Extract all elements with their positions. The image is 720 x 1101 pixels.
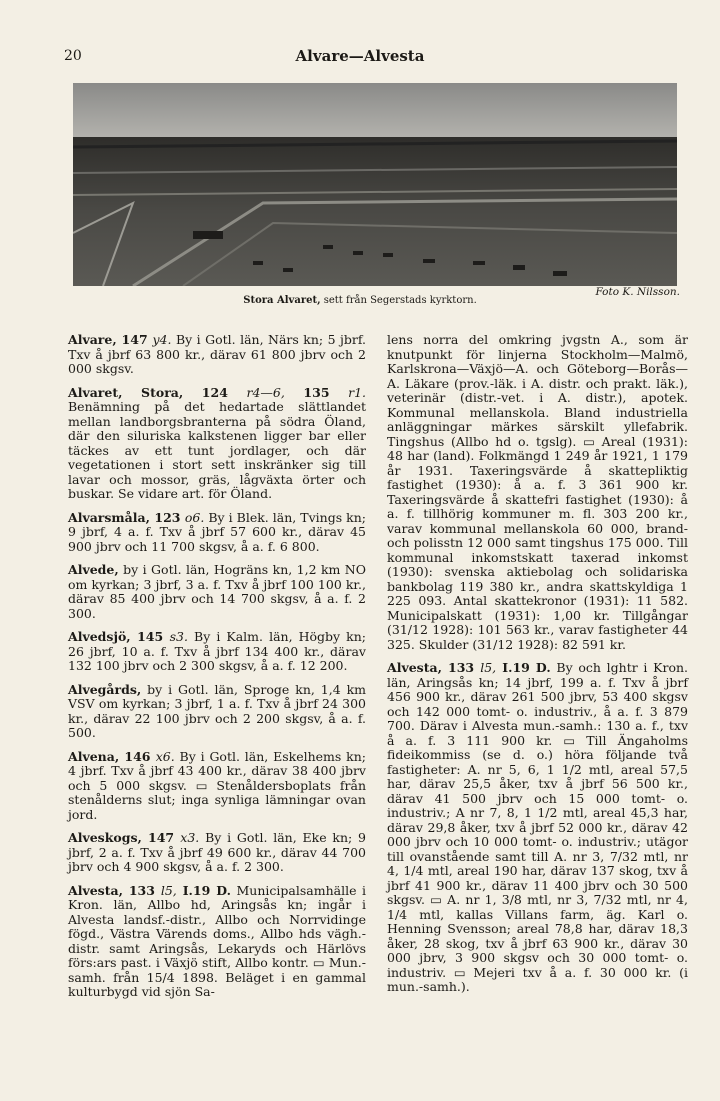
dictionary-entry bbox=[68, 750, 366, 823]
dictionary-entry bbox=[68, 630, 366, 674]
page-number: 20 bbox=[64, 48, 82, 64]
dictionary-entry bbox=[68, 511, 366, 555]
caption-title: Stora Alvaret, bbox=[243, 295, 321, 306]
left-column bbox=[68, 333, 366, 1009]
entry-hw: Alvarsmåla, bbox=[68, 509, 150, 525]
dictionary-entry bbox=[387, 661, 688, 995]
entry-text: lens norra del omkring jvgstn A., som är knutpunkt för linjerna Stockholm—Malmö, Karlskrona—Växjö—A. och Göteborg—Borås—A. Läkare (prov.-läk. i A. distr. och prakt. läk.), veterinär (distr.-vet. i A. distr.), apotek. Kommunal mellanskola. Bland industriella anläggningar märkes särskilt yllefabrik. Tingshus (Allbo hd o. tgslg). ▭ Areal (1931): 48 har (land). Folkmängd 1 249 år 1921, 1 179 år 1931. Taxeringsvärde å skattepliktig fastighet (1930): å a. f. 3 361 900 kr. Taxeringsvärde å skattefri fastighet (1930): å a. f. tillhörig kommuner m. fl. 303 200 kr., varav kommunal mellanskola 60 000, brand- och polisstn 12 000 samt tingshus 175 000. Till kommunal inkomstskatt taxerad inkomst (1930): svenska aktiebolag och solidariska bankbolag 119 380 kr., andra skattskyldiga 1 225 093. Antal skattekronor (1931): 11 582. Municipalskatt (1931): 1,00 kr. Tillgångar (31/12 1928): 101 563 kr., varav fastigheter 44 325. Skulder (31/12 1928): 82 591 kr. bbox=[387, 332, 688, 652]
entry-key: 147 bbox=[141, 830, 181, 845]
entry-text: By i Blek. län, Tvings kn; 9 jbrf, 4 a. f. Txv å jbrf 57 600 kr., därav 45 900 jbrv och 11 700 skgsv, å a. f. 6 800. bbox=[68, 509, 367, 554]
entry-key: 124 bbox=[183, 384, 247, 400]
entry-text: By i Kalm. län, Högby kn; 26 jbrf, 10 a. f. Txv å jbrf 134 400 kr., därav 132 100 jbrv och 2 300 skgsv, å a. f. 12 200. bbox=[68, 629, 366, 673]
entry-key: 123 bbox=[149, 509, 185, 525]
entry-hw: Alvesta, bbox=[387, 660, 442, 675]
dictionary-entry bbox=[68, 386, 366, 502]
entry-key: 145 bbox=[130, 629, 170, 644]
running-head: Alvare—Alvesta bbox=[295, 47, 425, 65]
entry-text: By och lghtr i Kron. län, Aringsås kn; 14 jbrf, 199 a. f. Txv å jbrf 456 900 kr., därav 261 500 jbrv, 53 400 skgsv och 142 000 tomt- o. industriv., å a. f. 3 879 700. Därav i Alvesta mun.-samh.: 130 a. f., txv å a. f. 3 111 900 kr. ▭ Till Ängaholms fideikommiss (se d. o.) höra följande två fastigheter: A. nr 5, 6, 1 1/2 mtl, areal 57,5 har, därav 25,5 åker, txv å jbrf 56 500 kr., därav 41 500 jbrv och 15 000 tomt- o. industriv.; A nr 7, 8, 1 1/2 mtl, areal 45,3 har, därav 29,8 åker, txv å jbrf 52 000 kr., därav 42 000 jbrv och 10 000 tomt- o. industriv.; utägor till ovanstående samt till A. nr 3, 7/32 mtl, nr 4, 1/4 mtl, areal 190 har, därav 137 skog, txv å jbrf 41 900 kr., därav 11 400 jbrv och 30 500 skgsv. ▭ A. nr 1, 3/8 mtl, nr 3, 7/32 mtl, nr 4, 1/4 mtl, kallas Villans farm, äg. Karl o. Henning Svensson; areal 78,8 har, därav 18,3 åker, 28 skog, txv å jbrf 63 900 kr., därav 30 000 jbrv, 3 900 skgsv och 30 000 tomt- o. industriv. ▭ Mejeri txv å a. f. 30 000 kr. (i mun.-samh.). bbox=[387, 660, 688, 994]
entry-text: by i Gotl. län, Sproge kn, 1,4 km VSV om kyrkan; 3 jbrf, 1 a. f. Txv å jbrf 24 300 kr., därav 22 100 jbrv och 2 200 skgsv, å a. f. 500. bbox=[68, 681, 366, 740]
caption-text: sett från Segerstads kyrktorn. bbox=[320, 295, 477, 306]
entry-hw: Alvaret, Stora, bbox=[68, 384, 184, 400]
right-column bbox=[387, 333, 688, 1004]
entry-ref: l5, bbox=[480, 660, 497, 675]
landscape-photo bbox=[73, 83, 677, 286]
entry-ref: r4—6, bbox=[246, 384, 285, 400]
entry-text: By i Gotl. län, Eke kn; 9 jbrf, 2 a. f. Txv å jbrf 49 600 kr., därav 44 700 jbrv och 4 900 skgsv, å a. f. 2 300. bbox=[68, 830, 366, 874]
entry-hw: Alvede, bbox=[68, 562, 119, 577]
entry-key: 147 bbox=[116, 332, 153, 347]
entry-ref: x6. bbox=[155, 748, 175, 764]
entry-key2: I.19 D. bbox=[176, 882, 231, 898]
entry-hw: Alvare, bbox=[68, 332, 117, 347]
dictionary-entry bbox=[387, 333, 688, 652]
entry-ref: s3. bbox=[169, 629, 188, 644]
entry-text: By i Gotl. län, Närs kn; 5 jbrf. Txv å jbrf 63 800 kr., därav 61 800 jbrv och 2 000 skgsv. bbox=[68, 332, 366, 376]
dictionary-entry bbox=[68, 683, 366, 741]
entry-key2: I.19 D. bbox=[496, 660, 551, 675]
entry-ref2: r1. bbox=[348, 384, 366, 400]
photo-credit: Foto K. Nilsson. bbox=[595, 286, 680, 298]
entry-text: Municipalsamhälle i Kron. län, Allbo hd, Aringsås kn; ingår i Alvesta landsf.-distr., Allbo och Norrvidinge fögd., Västra Värends doms., Allbo hds vägh.-distr. samt Aringsås, Lekaryds och Härlövs förs:ars past. i Växjö stift, Allbo kontr. ▭ Mun.-samh. från 15/4 1898. Beläget i en gammal kulturbygd vid sjön Sa- bbox=[68, 882, 366, 999]
entry-hw: Alveskogs, bbox=[68, 830, 142, 845]
dictionary-entry bbox=[68, 563, 366, 621]
entry-ref: o6. bbox=[184, 509, 205, 525]
dictionary-entry bbox=[68, 831, 366, 875]
dictionary-entry bbox=[68, 333, 366, 377]
entry-hw: Alvegårds, bbox=[68, 681, 142, 697]
dictionary-entry bbox=[68, 884, 366, 1000]
entry-text: By i Gotl. län, Eskelhems kn; 4 jbrf. Txv å jbrf 43 400 kr., därav 38 400 jbrv och 5 000 skgsv. ▭ Stenåldersboplats från stenålderns slut; inga synliga lämningar ovan jord. bbox=[68, 748, 366, 822]
entry-hw: Alvedsjö, bbox=[68, 629, 131, 644]
entry-key: 133 bbox=[441, 660, 481, 675]
entry-key: 133 bbox=[122, 882, 161, 898]
entry-hw: Alvena, bbox=[68, 748, 120, 764]
entry-hw: Alvesta, bbox=[68, 882, 123, 898]
entry-key2: 135 bbox=[284, 384, 349, 400]
entry-text: by i Gotl. län, Hogräns kn, 1,2 km NO om kyrkan; 3 jbrf, 3 a. f. Txv å jbrf 100 100 kr., därav 85 400 jbrv och 14 700 skgsv, å a. f. 2 300. bbox=[68, 562, 366, 621]
entry-ref: l5, bbox=[160, 882, 177, 898]
entry-key: 146 bbox=[119, 748, 156, 764]
entry-ref: y4. bbox=[152, 332, 172, 347]
entry-text: Benämning på det hedartade slättlandet mellan landborgsbranterna på södra Öland, där den siluriska kalkstenen ligger bar eller täckes av ett tunt jordlager, och där vegetationen i stort sett inskränker sig till lavar och mossor, gräs, lågväxta örter och buskar. Se vidare art. för Öland. bbox=[68, 399, 366, 501]
entry-ref: x3. bbox=[180, 830, 200, 845]
